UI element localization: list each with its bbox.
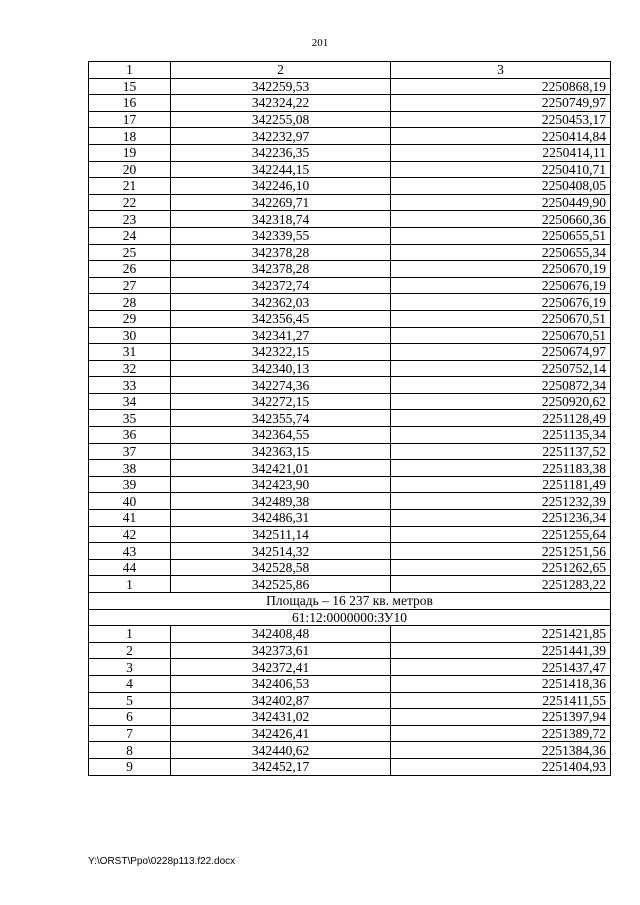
- point-number-cell: 16: [89, 95, 171, 112]
- table-row: [89, 128, 611, 145]
- y-coordinate-cell: 2250676,19: [391, 277, 611, 294]
- y-coordinate-cell: 2251418,36: [391, 675, 611, 692]
- point-number-cell: 4: [89, 675, 171, 692]
- y-coordinate-cell: 2251251,56: [391, 543, 611, 560]
- x-coordinate-cell: 342440,62: [171, 742, 391, 759]
- y-coordinate-cell: 2251181,49: [391, 476, 611, 493]
- y-coordinate-cell: 2251397,94: [391, 709, 611, 726]
- table-row: [89, 576, 611, 593]
- x-coordinate-cell: 342514,32: [171, 543, 391, 560]
- y-coordinate-cell: 2251421,85: [391, 626, 611, 643]
- x-coordinate-cell: 342402,87: [171, 692, 391, 709]
- point-number-cell: 18: [89, 128, 171, 145]
- table-row: [89, 427, 611, 444]
- table-row: [89, 194, 611, 211]
- y-coordinate-cell: 2250670,19: [391, 261, 611, 278]
- point-number-cell: 32: [89, 360, 171, 377]
- y-coordinate-cell: 2251236,34: [391, 510, 611, 527]
- table-row: [89, 294, 611, 311]
- x-coordinate-cell: 342356,45: [171, 310, 391, 327]
- point-number-cell: 43: [89, 543, 171, 560]
- page-number: 201: [311, 37, 329, 49]
- table-row: [89, 510, 611, 527]
- y-coordinate-cell: 2250453,17: [391, 111, 611, 128]
- y-coordinate-cell: 2251255,64: [391, 526, 611, 543]
- table-row: [89, 659, 611, 676]
- x-coordinate-cell: 342255,08: [171, 111, 391, 128]
- table-row: [89, 543, 611, 560]
- file-path-footer: Y:\ORST\Ppo\0228p113.f22.docx: [88, 856, 236, 867]
- x-coordinate-cell: 342372,41: [171, 659, 391, 676]
- point-number-cell: 5: [89, 692, 171, 709]
- coordinates-table: [88, 61, 611, 776]
- x-coordinate-cell: 342339,55: [171, 227, 391, 244]
- x-coordinate-cell: 342355,74: [171, 410, 391, 427]
- x-coordinate-cell: 342511,14: [171, 526, 391, 543]
- x-coordinate-cell: 342406,53: [171, 675, 391, 692]
- y-coordinate-cell: 2251232,39: [391, 493, 611, 510]
- table-row: [89, 559, 611, 576]
- point-number-cell: 20: [89, 161, 171, 178]
- x-coordinate-cell: 342322,15: [171, 344, 391, 361]
- table-row: [89, 144, 611, 161]
- table-row: [89, 161, 611, 178]
- table-row: [89, 675, 611, 692]
- x-coordinate-cell: 342378,28: [171, 261, 391, 278]
- point-number-cell: 6: [89, 709, 171, 726]
- point-number-cell: 1: [89, 626, 171, 643]
- x-coordinate-cell: 342421,01: [171, 460, 391, 477]
- table-row: [89, 211, 611, 228]
- point-number-cell: 22: [89, 194, 171, 211]
- y-coordinate-cell: 2250660,36: [391, 211, 611, 228]
- table-row: [89, 227, 611, 244]
- y-coordinate-cell: 2250752,14: [391, 360, 611, 377]
- table-row: [89, 377, 611, 394]
- x-coordinate-cell: 342452,17: [171, 758, 391, 775]
- y-coordinate-cell: 2250408,05: [391, 178, 611, 195]
- point-number-cell: 21: [89, 178, 171, 195]
- table-row: [89, 692, 611, 709]
- section-title: 61:12:0000000:ЗУ10: [89, 609, 611, 626]
- x-coordinate-cell: 342259,53: [171, 78, 391, 95]
- header-cell-point: 1: [89, 62, 171, 79]
- table-row: [89, 393, 611, 410]
- table-row: [89, 327, 611, 344]
- point-number-cell: 23: [89, 211, 171, 228]
- point-number-cell: 35: [89, 410, 171, 427]
- point-number-cell: 28: [89, 294, 171, 311]
- table-row: [89, 476, 611, 493]
- table-row: [89, 758, 611, 775]
- y-coordinate-cell: 2250670,51: [391, 327, 611, 344]
- x-coordinate-cell: 342528,58: [171, 559, 391, 576]
- area-text-row: [89, 593, 611, 610]
- point-number-cell: 34: [89, 393, 171, 410]
- x-coordinate-cell: 342489,38: [171, 493, 391, 510]
- point-number-cell: 8: [89, 742, 171, 759]
- x-coordinate-cell: 342431,02: [171, 709, 391, 726]
- area-text: Площадь – 16 237 кв. метров: [89, 593, 611, 610]
- point-number-cell: 30: [89, 327, 171, 344]
- y-coordinate-cell: 2250670,51: [391, 310, 611, 327]
- y-coordinate-cell: 2251128,49: [391, 410, 611, 427]
- table-row: [89, 261, 611, 278]
- x-coordinate-cell: 342340,13: [171, 360, 391, 377]
- point-number-cell: 29: [89, 310, 171, 327]
- table-row: [89, 626, 611, 643]
- table-row: [89, 178, 611, 195]
- y-coordinate-cell: 2250449,90: [391, 194, 611, 211]
- y-coordinate-cell: 2250410,71: [391, 161, 611, 178]
- y-coordinate-cell: 2250872,34: [391, 377, 611, 394]
- x-coordinate-cell: 342426,41: [171, 725, 391, 742]
- section-title-row: [89, 609, 611, 626]
- x-coordinate-cell: 342486,31: [171, 510, 391, 527]
- y-coordinate-cell: 2251389,72: [391, 725, 611, 742]
- table-row: [89, 725, 611, 742]
- point-number-cell: 19: [89, 144, 171, 161]
- header-cell-x: 2: [171, 62, 391, 79]
- coordinates-table-body: [89, 62, 611, 776]
- point-number-cell: 24: [89, 227, 171, 244]
- table-row: [89, 642, 611, 659]
- x-coordinate-cell: 342378,28: [171, 244, 391, 261]
- point-number-cell: 26: [89, 261, 171, 278]
- y-coordinate-cell: 2250414,11: [391, 144, 611, 161]
- point-number-cell: 36: [89, 427, 171, 444]
- y-coordinate-cell: 2250920,62: [391, 393, 611, 410]
- y-coordinate-cell: 2250749,97: [391, 95, 611, 112]
- x-coordinate-cell: 342274,36: [171, 377, 391, 394]
- point-number-cell: 42: [89, 526, 171, 543]
- y-coordinate-cell: 2251384,36: [391, 742, 611, 759]
- y-coordinate-cell: 2250414,84: [391, 128, 611, 145]
- point-number-cell: 27: [89, 277, 171, 294]
- point-number-cell: 44: [89, 559, 171, 576]
- point-number-cell: 25: [89, 244, 171, 261]
- y-coordinate-cell: 2251411,55: [391, 692, 611, 709]
- point-number-cell: 3: [89, 659, 171, 676]
- x-coordinate-cell: 342272,15: [171, 393, 391, 410]
- table-row: [89, 493, 611, 510]
- table-row: [89, 310, 611, 327]
- point-number-cell: 15: [89, 78, 171, 95]
- y-coordinate-cell: 2251437,47: [391, 659, 611, 676]
- table-row: [89, 526, 611, 543]
- y-coordinate-cell: 2251262,65: [391, 559, 611, 576]
- point-number-cell: 33: [89, 377, 171, 394]
- point-number-cell: 31: [89, 344, 171, 361]
- x-coordinate-cell: 342236,35: [171, 144, 391, 161]
- point-number-cell: 2: [89, 642, 171, 659]
- table-row: [89, 709, 611, 726]
- x-coordinate-cell: 342269,71: [171, 194, 391, 211]
- point-number-cell: 1: [89, 576, 171, 593]
- x-coordinate-cell: 342232,97: [171, 128, 391, 145]
- y-coordinate-cell: 2250868,19: [391, 78, 611, 95]
- x-coordinate-cell: 342364,55: [171, 427, 391, 444]
- table-row: [89, 277, 611, 294]
- point-number-cell: 37: [89, 443, 171, 460]
- x-coordinate-cell: 342341,27: [171, 327, 391, 344]
- y-coordinate-cell: 2250655,34: [391, 244, 611, 261]
- x-coordinate-cell: 342373,61: [171, 642, 391, 659]
- y-coordinate-cell: 2250676,19: [391, 294, 611, 311]
- point-number-cell: 17: [89, 111, 171, 128]
- table-row: [89, 443, 611, 460]
- y-coordinate-cell: 2251283,22: [391, 576, 611, 593]
- x-coordinate-cell: 342246,10: [171, 178, 391, 195]
- point-number-cell: 38: [89, 460, 171, 477]
- x-coordinate-cell: 342244,15: [171, 161, 391, 178]
- table-row: [89, 410, 611, 427]
- x-coordinate-cell: 342372,74: [171, 277, 391, 294]
- table-row: [89, 95, 611, 112]
- point-number-cell: 7: [89, 725, 171, 742]
- y-coordinate-cell: 2251137,52: [391, 443, 611, 460]
- y-coordinate-cell: 2251135,34: [391, 427, 611, 444]
- table-row: [89, 111, 611, 128]
- y-coordinate-cell: 2251441,39: [391, 642, 611, 659]
- x-coordinate-cell: 342318,74: [171, 211, 391, 228]
- y-coordinate-cell: 2251183,38: [391, 460, 611, 477]
- table-header-row: [89, 62, 611, 79]
- table-row: [89, 344, 611, 361]
- x-coordinate-cell: 342324,22: [171, 95, 391, 112]
- y-coordinate-cell: 2251404,93: [391, 758, 611, 775]
- y-coordinate-cell: 2250655,51: [391, 227, 611, 244]
- x-coordinate-cell: 342525,86: [171, 576, 391, 593]
- x-coordinate-cell: 342408,48: [171, 626, 391, 643]
- point-number-cell: 41: [89, 510, 171, 527]
- table-row: [89, 460, 611, 477]
- x-coordinate-cell: 342423,90: [171, 476, 391, 493]
- table-row: [89, 78, 611, 95]
- table-row: [89, 742, 611, 759]
- point-number-cell: 40: [89, 493, 171, 510]
- x-coordinate-cell: 342362,03: [171, 294, 391, 311]
- x-coordinate-cell: 342363,15: [171, 443, 391, 460]
- y-coordinate-cell: 2250674,97: [391, 344, 611, 361]
- table-row: [89, 244, 611, 261]
- table-row: [89, 360, 611, 377]
- point-number-cell: 9: [89, 758, 171, 775]
- point-number-cell: 39: [89, 476, 171, 493]
- header-cell-y: 3: [391, 62, 611, 79]
